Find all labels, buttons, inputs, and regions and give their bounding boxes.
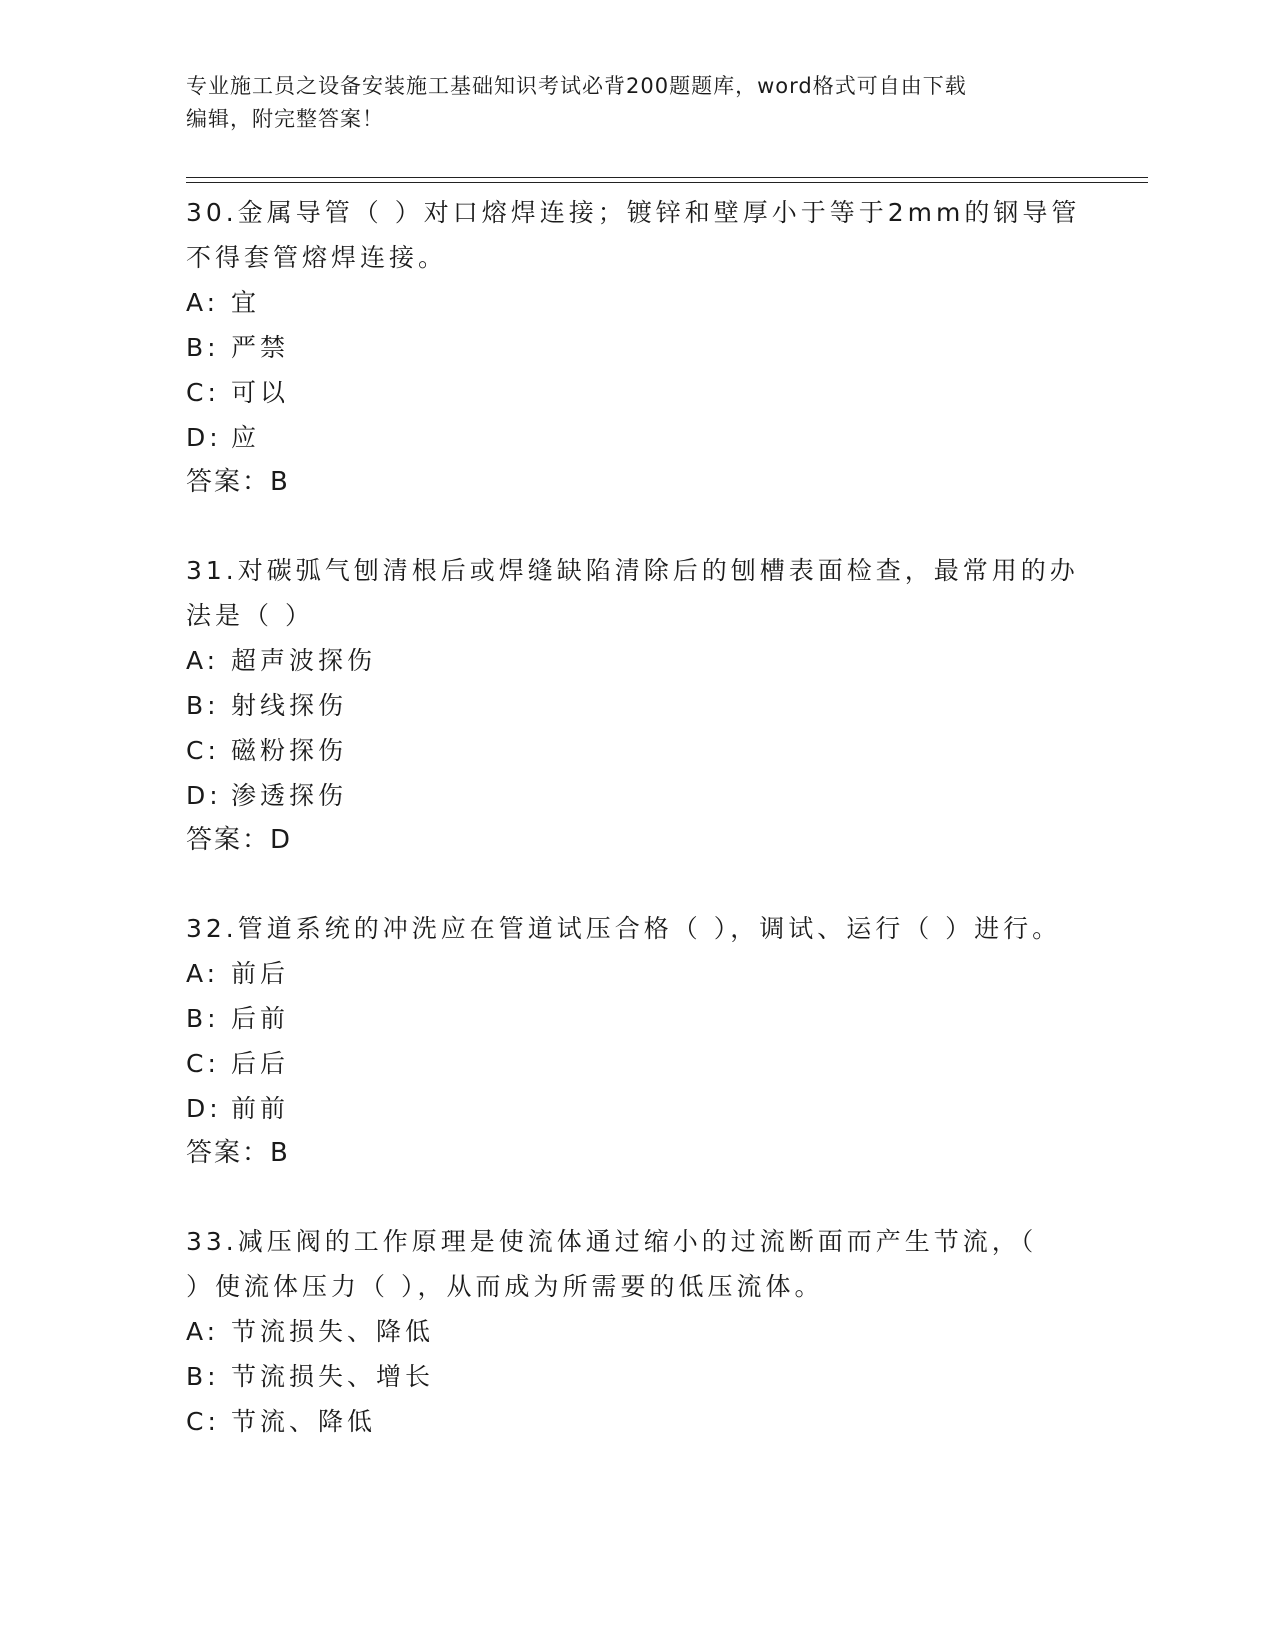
question-stem: 30.金属导管（ ）对口熔焊连接；镀锌和壁厚小于等于2mm的钢导管 (186, 198, 1081, 227)
header-line-1: 专业施工员之设备安装施工基础知识考试必背200题题库，word格式可自由下载 (186, 74, 967, 98)
document-header (186, 70, 1086, 136)
answer-line: 答案：B (186, 467, 290, 497)
option-a (186, 951, 1086, 996)
option-text: 射线探伤 (231, 691, 348, 720)
option-text: 节流、降低 (231, 1407, 377, 1436)
question-30 (186, 190, 1086, 504)
option-letter: D: (186, 1094, 222, 1123)
option-b (186, 1354, 1086, 1399)
option-text: 前后 (231, 959, 290, 988)
option-letter: A: (186, 646, 220, 675)
question-stem-continued: ）使流体压力（ ），从而成为所需要的低压流体。 (186, 1272, 824, 1301)
option-a (186, 1309, 1086, 1354)
header-divider-bottom (186, 182, 1148, 183)
option-text: 节流损失、增长 (231, 1362, 435, 1391)
answer-line: 答案：D (186, 825, 293, 855)
option-letter: D: (186, 423, 222, 452)
option-a (186, 280, 1086, 325)
option-text: 后后 (231, 1049, 290, 1078)
option-a (186, 638, 1086, 683)
header-line-2: 编辑，附完整答案！ (186, 107, 384, 131)
question-stem: 32.管道系统的冲洗应在管道试压合格（ ），调试、运行（ ）进行。 (186, 914, 1062, 943)
option-text: 磁粉探伤 (231, 736, 348, 765)
option-letter: C: (186, 1049, 220, 1078)
question-stem-continued: 不得套管熔焊连接。 (186, 243, 448, 272)
question-31 (186, 548, 1086, 862)
option-c (186, 728, 1086, 773)
option-letter: C: (186, 736, 220, 765)
question-stem-continued: 法是（ ） (186, 601, 314, 630)
option-letter: C: (186, 378, 220, 407)
option-letter: B: (186, 333, 220, 362)
option-c (186, 1041, 1086, 1086)
option-d (186, 773, 1086, 818)
option-text: 宜 (231, 288, 261, 317)
option-letter: B: (186, 691, 220, 720)
option-text: 超声波探伤 (231, 646, 377, 675)
option-letter: B: (186, 1004, 220, 1033)
option-letter: A: (186, 288, 220, 317)
option-b (186, 996, 1086, 1041)
option-c (186, 370, 1086, 415)
option-text: 后前 (231, 1004, 290, 1033)
question-32 (186, 906, 1086, 1175)
option-text: 严禁 (231, 333, 290, 362)
option-b (186, 325, 1086, 370)
option-text: 渗透探伤 (231, 781, 348, 810)
option-text: 可以 (231, 378, 290, 407)
option-text: 前前 (231, 1094, 290, 1123)
question-list (186, 190, 1086, 1488)
question-stem: 31.对碳弧气刨清根后或焊缝缺陷清除后的刨槽表面检查，最常用的办 (186, 556, 1079, 585)
option-letter: A: (186, 959, 220, 988)
option-text: 节流损失、降低 (231, 1317, 435, 1346)
question-stem: 33.减压阀的工作原理是使流体通过缩小的过流断面而产生节流，（ (186, 1227, 1038, 1256)
option-text: 应 (231, 423, 261, 452)
option-b (186, 683, 1086, 728)
option-d (186, 415, 1086, 460)
option-d (186, 1086, 1086, 1131)
answer-line: 答案：B (186, 1138, 290, 1168)
option-letter: A: (186, 1317, 220, 1346)
option-letter: B: (186, 1362, 220, 1391)
header-divider-top (186, 177, 1148, 178)
option-c (186, 1399, 1086, 1444)
option-letter: D: (186, 781, 222, 810)
option-letter: C: (186, 1407, 220, 1436)
question-33 (186, 1219, 1086, 1444)
